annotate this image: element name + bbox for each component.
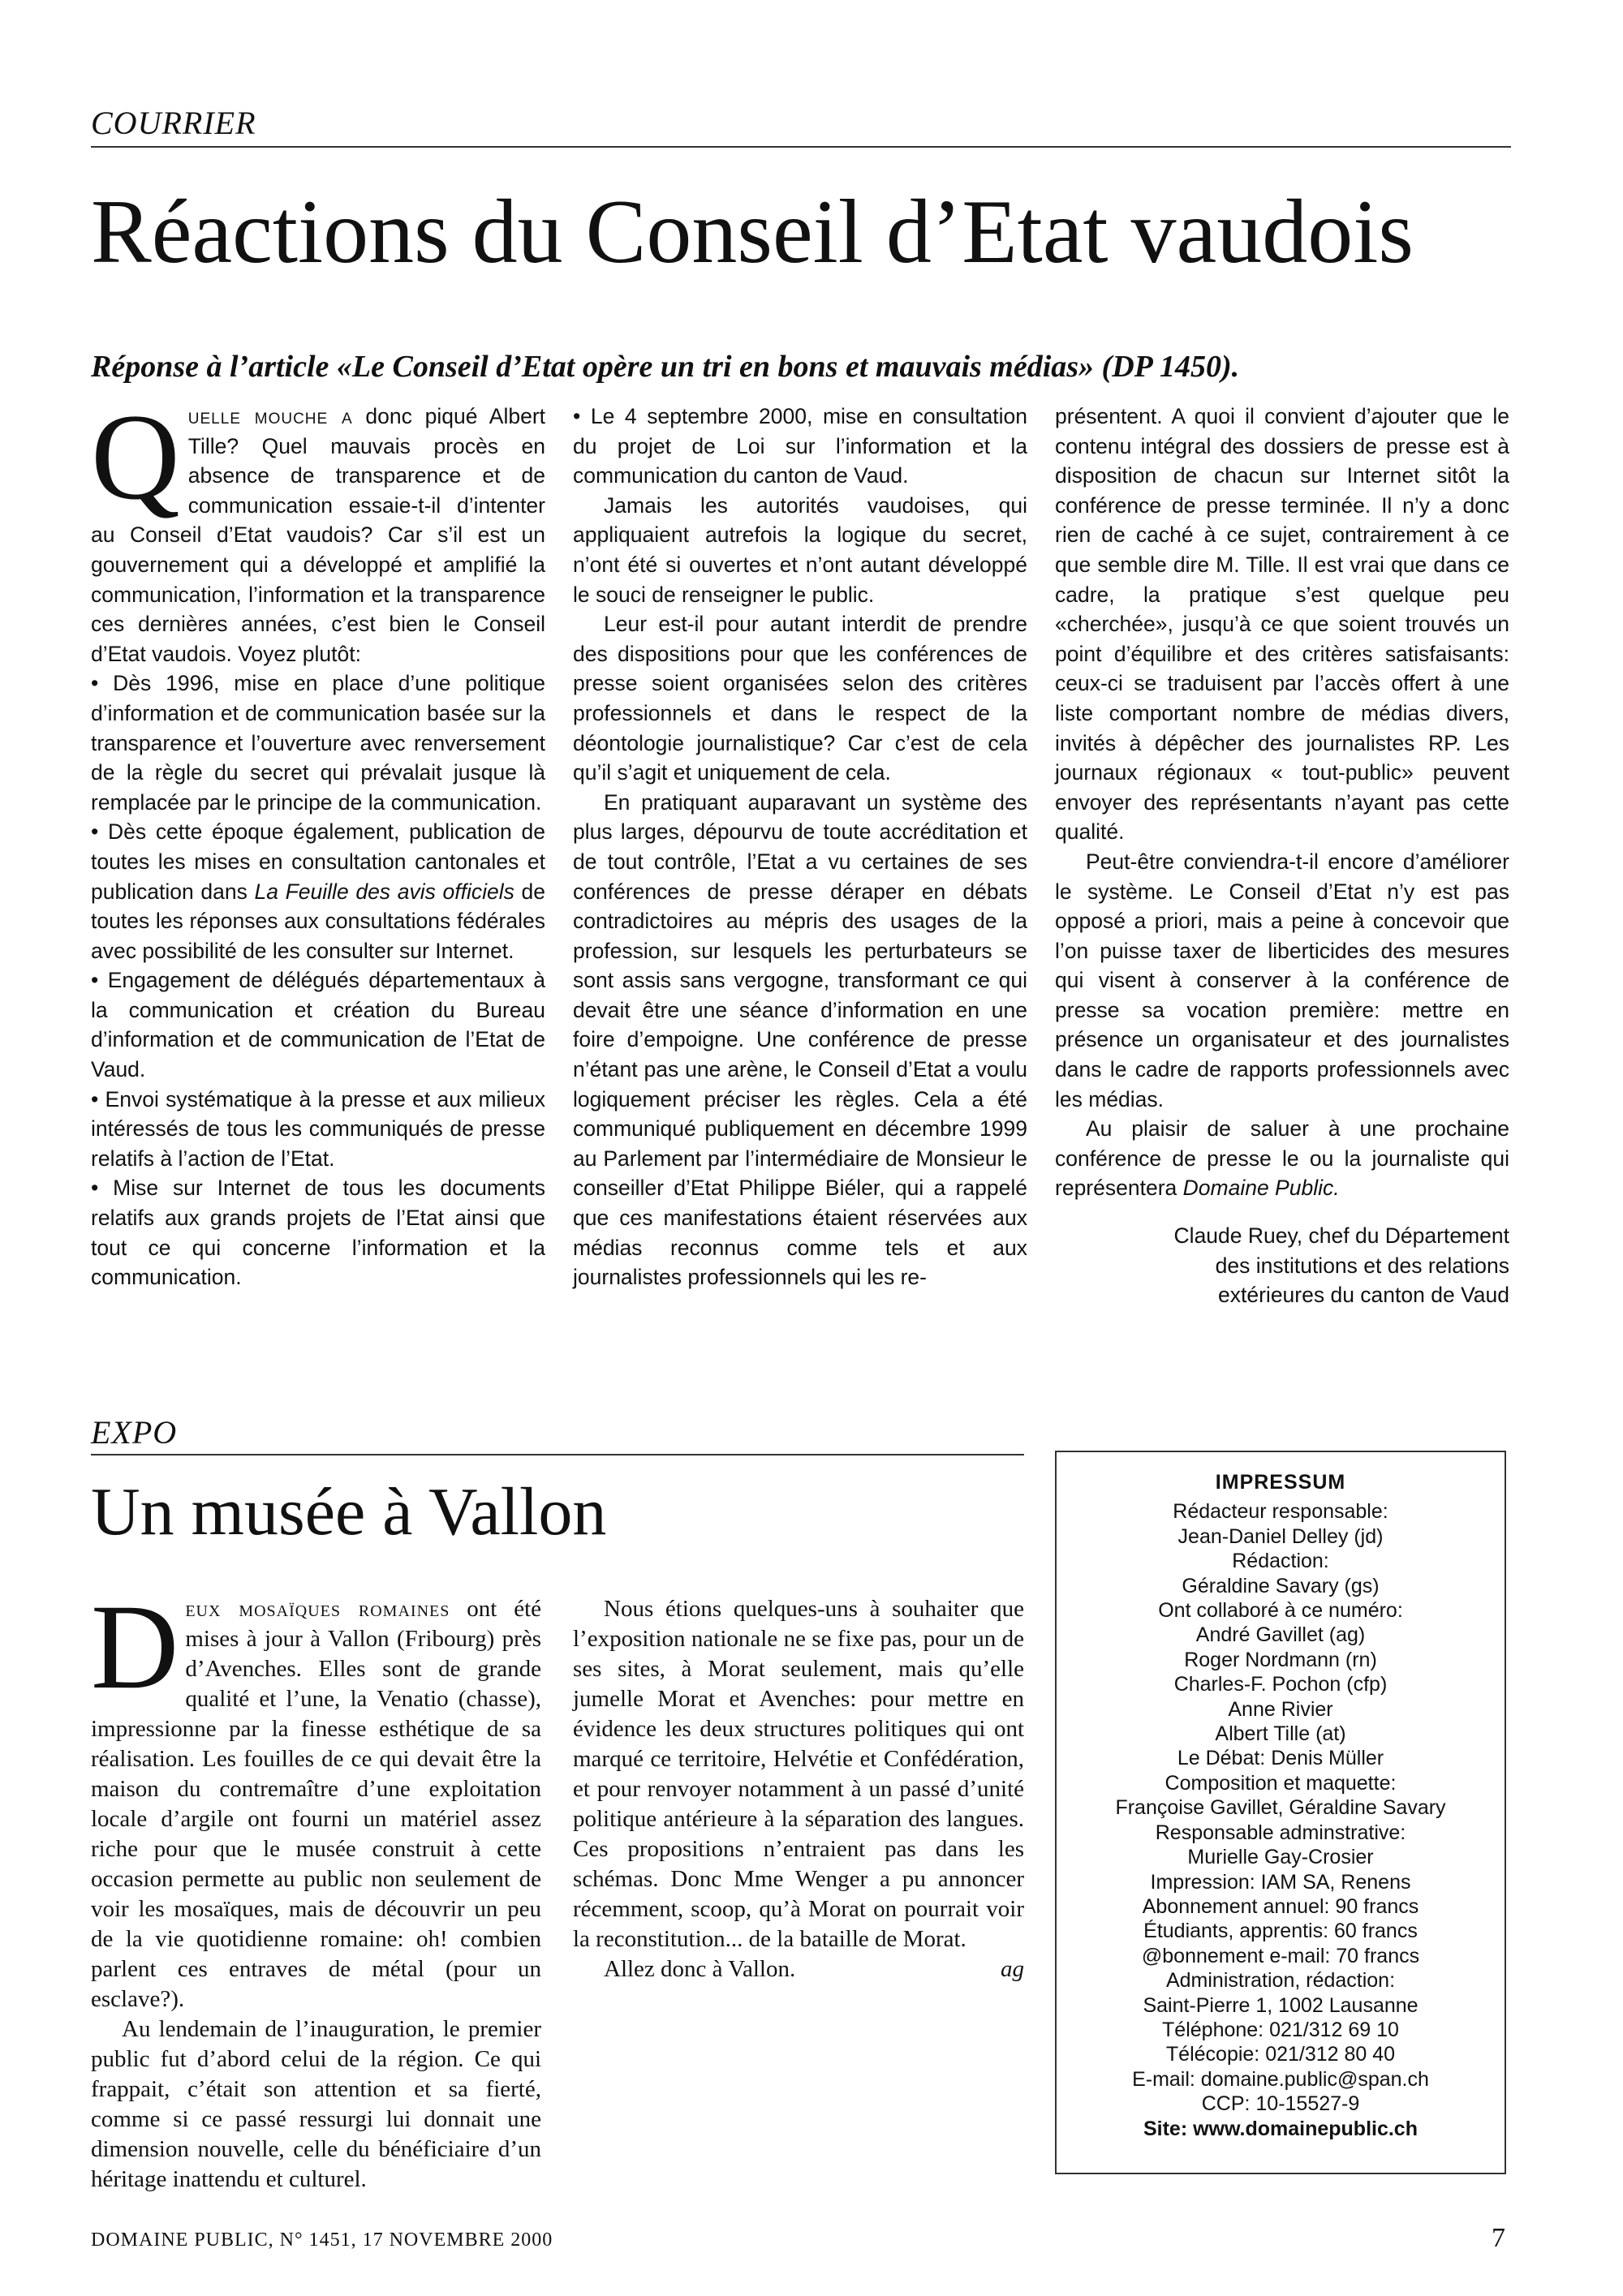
impressum-line: @bonnement e-mail: 70 francs <box>1141 1944 1420 1967</box>
paragraph-text: ont été mises à jour à Vallon (Fribourg) près d’Avenches. Elles sont de grande qualité et l’une, la Venatio (chasse), impressionne par la finesse esthétique de sa réalisation. Les fouilles de ce qui devait être la maison du contremaître d’une exploitation locale d’argile ont fourni un matériel assez riche pour que le musée construit à cette occasion permette au public non seulement de voir les mosaïques, mais de découvrir un peu de la vie quotidienne romaine: oh! combien parlent ces entraves de métal (pour un esclave?). <box>91 1596 541 2012</box>
impressum-line: Jean-Daniel Delley (jd) <box>1177 1524 1384 1548</box>
impressum-line: Rédacteur responsable: <box>1173 1500 1388 1524</box>
article2-paragraph-3: Nous étions quelques-uns à souhaiter que l’exposition nationale ne se fixe pas, pour un de ses sites, à Morat seulement, mais qu’elle jumelle Morat et Avenches: pour mettre en évidence les deux structures politiques qui ont marqué ce territoire, Helvétie et Confédération, et pour renvoyer notamment à un passé d’unité politique antérieure à la séparation des langues. Ces propositions n’entraient pas dans les schémas. Donc Mme Wenger a pu annoncer récemment, scoop, qu’à Morat on pourrait voir la reconstitution... de la bataille de Morat. <box>573 1596 1024 1952</box>
signature-line-3: extérieures du canton de Vaud <box>1218 1283 1509 1308</box>
impressum-line: Composition et maquette: <box>1165 1771 1397 1795</box>
article2-paragraph-2: Au lendemain de l’inauguration, le premier public fut d’abord celui de la région. Ce qui frappait, c’était son attention et sa fierté, comme si ce passé ressurgi lui donnait une dimension nouvelle, celle du bénéficiaire d’un héritage inattendu et culturel. <box>91 2016 541 2192</box>
impressum-title: IMPRESSUM <box>1215 1471 1346 1494</box>
article1-paragraph-3: Leur est-il pour autant interdit de prendre des dispositions pour que les conférences de presse soient organisées selon des critères professionnels et dans le respect de la déontologie journalistique? Car c’est de cela qu’il s’agit et uniquement de cela. <box>573 612 1027 785</box>
impressum-line: Téléphone: 021/312 69 10 <box>1162 2018 1399 2041</box>
bullet-2-emphasis: La Feuille des avis officiels <box>254 879 514 904</box>
article1-paragraph-5: Peut-être conviendra-t-il encore d’améliorer le système. Le Conseil d’Etat n’y est pas opposé a priori, mais a peine à concevoir que l’on puisse taxer de liberticides des mesures qui visent à conserver à la conférence de presse sa vocation première: mettre en présence un organisateur et des journalistes dans le cadre de rapports professionnels avec les médias. <box>1055 849 1509 1111</box>
bullet-4: • Envoi systématique à la presse et aux milieux intéressés de tous les communiqués de presse relatifs à l’action de l’Etat. <box>91 1086 545 1171</box>
article2-paragraph-1 <box>91 1580 541 2014</box>
impressum-line: Anne Rivier <box>1228 1697 1333 1721</box>
impressum-line: Géraldine Savary (gs) <box>1182 1574 1380 1597</box>
lead-in: uelle mouche a <box>187 404 353 428</box>
signature-line-2: des institutions et des relations <box>1215 1253 1509 1278</box>
impressum-line: Saint-Pierre 1, 1002 Lausanne <box>1143 1993 1419 2017</box>
impressum-line: Françoise Gavillet, Géraldine Savary <box>1115 1796 1446 1820</box>
article2-column-1 <box>91 1580 541 2195</box>
impressum-line: Étudiants, apprentis: 60 francs <box>1143 1920 1418 1943</box>
impressum-line: Administration, rédaction: <box>1165 1969 1396 1993</box>
bullet-2-text-b: de toutes les réponses aux consultations fédérales avec possibilité de les consulter sur Internet. <box>91 879 545 963</box>
closing-line: Allez donc à Vallon. <box>604 1956 796 1982</box>
article-subtitle: Réponse à l’article «Le Conseil d’Etat opère un tri en bons et mauvais médias» (DP 1450). <box>91 350 1240 384</box>
impressum-line: Télécopie: 021/312 80 40 <box>1165 2043 1396 2066</box>
article1-paragraph-4-continued: présentent. A quoi il convient d’ajouter que le contenu intégral des dossiers de presse est à disposition de chacun sur Internet sitôt la conférence de presse terminée. Il n’y a donc rien de caché à ce sujet, contrairement à ce que semble dire M. Tille. Il est vrai que dans ce cadre, la pratique s’est quelque peu «cherchée», jusqu’à ce que soient trouvés un point d’équilibre et des critères satisfaisants: ceux-ci se traduisent par l’accès offert à une liste comportant nombre de médias divers, invités à dépêcher des journalistes RP. Les journaux régionaux « tout-public» peuvent envoyer des représentants n’ayant pas cette qualité. <box>1055 404 1509 845</box>
article-title: Réactions du Conseil d’Etat vaudois <box>91 182 1414 282</box>
article1-column-3 <box>1055 402 1509 1310</box>
impressum-line: Impression: IAM SA, Renens <box>1150 1870 1411 1894</box>
lead-in-2: eux mosaïques romaines <box>185 1596 450 1622</box>
article2-paragraph-4 <box>573 1954 1024 1984</box>
bullet-3: • Engagement de délégués départementaux à la communication et création du Bureau d’information et de communication de l’Etat de Vaud. <box>91 968 545 1082</box>
page-number: 7 <box>1492 2223 1505 2253</box>
impressum-site: Site: www.domainepublic.ch <box>1143 2117 1418 2140</box>
article1-paragraph-1 <box>91 389 546 669</box>
paragraph-6-text: Au plaisir de saluer à une prochaine conférence de presse le ou la journaliste qui représentera <box>1055 1116 1509 1201</box>
article1-paragraph-6 <box>1055 1114 1509 1203</box>
article1-paragraph-4: En pratiquant auparavant un système des plus larges, dépourvu de toute accréditation et de tout contrôle, l’Etat a vu certaines de ses conférences de presse déraper en débats contradictoires au mépris des usages de la profession, sur lesquels les perturbateurs se sont assis sans vergogne, transformant ce qui devait être une séance d’information en une foire d’empoigne. Une conférence de presse n’étant pas une arène, le Conseil d’Etat a voulu logiquement préciser les règles. Cela a été communiqué publiquement en décembre 1999 au Parlement par l’intermédiaire de Monsieur le conseiller d’Etat Philippe Biéler, qui a rappelé que ces manifestations étaient réservées aux médias reconnus comme tels et aux journalistes professionnels qui les re- <box>573 789 1027 1290</box>
impressum-lines <box>1057 1499 1505 2116</box>
bullet-6: • Le 4 septembre 2000, mise en consultation du projet de Loi sur l’information et la communication du canton de Vaud. <box>573 404 1027 488</box>
article1-column-2 <box>573 402 1027 1292</box>
author-initials: ag <box>1001 1956 1024 1982</box>
bullet-1: • Dès 1996, mise en place d’une politique d’information et de communication basée sur la transparence et l’ouverture avec renversement de la règle du secret qui prévalait jusque là remplacée par le principe de la communication. <box>91 671 545 815</box>
impressum-line: E-mail: domaine.public@span.ch <box>1132 2067 1429 2091</box>
impressum-line: CCP: 10-15527-9 <box>1201 2092 1360 2116</box>
section-rule-expo <box>91 1454 1024 1455</box>
impressum-line: Charles-F. Pochon (cfp) <box>1173 1673 1388 1696</box>
dropcap-q: Q <box>91 389 180 525</box>
bullet-2-text-a: • Dès cette époque également, publication de toutes les mises en consultation cantonales et publication dans <box>91 819 545 904</box>
impressum-line: Rédaction: <box>1232 1550 1329 1573</box>
impressum-line: Ont collaboré à ce numéro: <box>1158 1599 1403 1623</box>
impressum-line: Le Débat: Denis Müller <box>1177 1747 1384 1770</box>
impressum-line: Albert Tille (at) <box>1215 1722 1346 1746</box>
impressum-line: André Gavillet (ag) <box>1195 1623 1366 1647</box>
footer-issue: DOMAINE PUBLIC, N° 1451, 17 NOVEMBRE 2000 <box>91 2229 553 2251</box>
article1-column-1 <box>91 389 546 1292</box>
article1-paragraph-2: Jamais les autorités vaudoises, qui appliquaient autrefois la logique du secret, n’ont été si ouvertes et n’ont autant développé le souci de renseigner le public. <box>573 492 1027 607</box>
impressum-line: Roger Nordmann (rn) <box>1184 1648 1377 1671</box>
bullet-5: • Mise sur Internet de tous les documents relatifs aux grands projets de l’Etat ainsi que tout ce qui concerne l’information et la communication. <box>91 1176 545 1290</box>
section-rule-top <box>91 146 1511 148</box>
article2-column-2 <box>573 1594 1024 1984</box>
impressum-line: Murielle Gay-Crosier <box>1187 1846 1374 1869</box>
section-label-expo: EXPO <box>91 1414 178 1451</box>
signature-line-1: Claude Ruey, chef du Département <box>1173 1223 1509 1249</box>
impressum-box <box>1055 1451 1506 2174</box>
dropcap-d: D <box>91 1580 179 1714</box>
paragraph-text: donc piqué Albert Tille? Quel mauvais procès en absence de transparence et de communication essaie-t-il d’intenter au Conseil d’Etat vaudois? Car s’il est un gouvernement qui a développé et amplifié la communication, l’information et la transparence ces dernières années, c’est bien le Conseil d’Etat vaudois. Voyez plutôt: <box>91 404 546 666</box>
bullet-2 <box>91 817 545 965</box>
signature <box>1055 1221 1509 1310</box>
section-label-courrier: COURRIER <box>91 105 256 141</box>
article2-title: Un musée à Vallon <box>91 1474 607 1550</box>
publication-name: Domaine Public. <box>1182 1176 1340 1201</box>
impressum-line: Abonnement annuel: 90 francs <box>1142 1894 1419 1918</box>
impressum-line: Responsable adminstrative: <box>1155 1821 1406 1844</box>
